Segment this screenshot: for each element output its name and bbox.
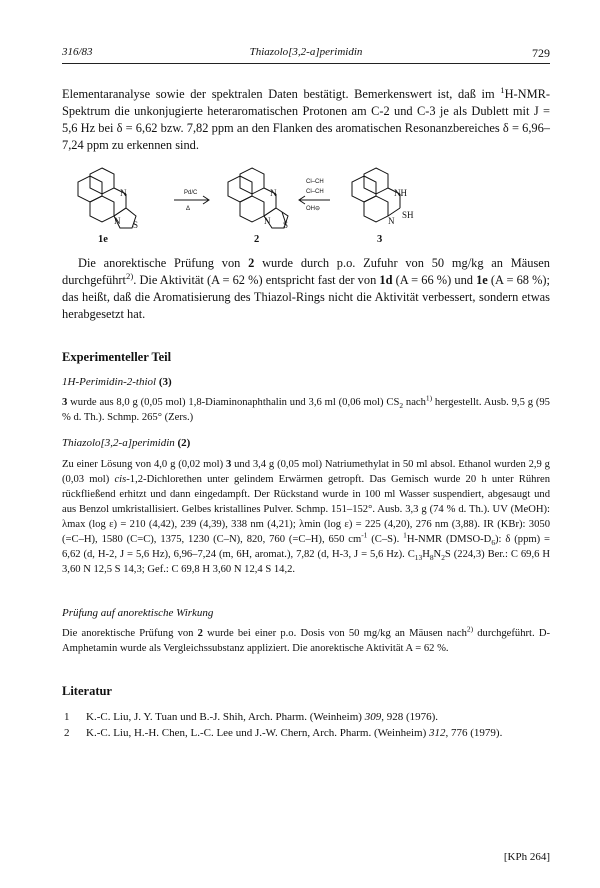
reference-list [62, 710, 550, 742]
reference-item-1: 1 K.-C. Liu, J. Y. Tuan und B.-J. Shih, Arch. Pharm. (Weinheim) 309, 928 (1976). [64, 711, 439, 723]
structure-2 [228, 168, 288, 228]
literature-heading: Literatur [62, 684, 112, 698]
atom-s-2: S [283, 220, 289, 230]
header-rule [62, 63, 550, 64]
label-2: 2 [254, 234, 260, 245]
atom-sh-3: SH [402, 210, 414, 220]
structure-1e [78, 168, 139, 230]
running-header [62, 46, 550, 62]
structure-3 [352, 168, 400, 222]
reagent-clch-2: Cl–CH [306, 189, 324, 195]
reagent-oh: OH⊖ [306, 206, 321, 212]
atom-s-1e: S [133, 220, 139, 230]
atom-nh-3: NH [394, 188, 407, 198]
footer-code: [KPh 264] [503, 851, 550, 863]
atom-n-1e: N [120, 188, 127, 198]
reference-item-2: 2 K.-C. Liu, H.-H. Chen, L.-C. Lee und J.-W. Chern, Arch. Pharm. (Weinheim) 312, 776 (1979). [64, 727, 503, 739]
anorectic-test-text: Die anorektische Prüfung von 2 wurde bei einer p.o. Dosis von 50 mg/kg an Mäusen nach$^{2)}$ durchgeführt. D-Amphetamin wurde als Vergleichssubstanz appliziert. Die anorektische Aktivität A = 62 %. [62, 624, 551, 654]
atom-n2-1e: N [114, 216, 121, 226]
atom-n2-2: N [264, 216, 271, 226]
reaction-scheme [62, 166, 550, 246]
label-1e: 1e [98, 234, 108, 245]
subheading-thiazoloperimidin: Thiazolo[3,2-a]perimidin (2) [62, 437, 191, 449]
reagent-pdc: Pd/C [184, 190, 198, 196]
scheme-drawing [62, 166, 550, 246]
subheading-perimidin-thiol: 1H-Perimidin-2-thiol (3) [62, 376, 172, 388]
label-3: 3 [377, 234, 383, 245]
subheading-anorektische-wirkung: Prüfung auf anorektische Wirkung [62, 607, 214, 619]
page-number: 729 [532, 46, 550, 60]
reagent-heat: Δ [186, 206, 191, 212]
experiment-3-text: 3 wurde aus 8,0 g (0,05 mol) 1,8-Diaminonaphthalin und 3,6 ml (0,06 mol) $CS_2$ nach$^{1)}$ hergestellt. Ausb. 9,5 g (95 % d. Th.). Schmp. 265° (Zers.) [62, 393, 550, 423]
reagent-clch-1: Cl–CH [306, 179, 324, 185]
experimental-heading: Experimenteller Teil [62, 350, 172, 364]
header-title: Thiazolo[3,2-a]perimidin [249, 46, 363, 58]
header-left: 316/83 [62, 46, 93, 58]
intro-paragraph: Elementaranalyse sowie der spektralen Daten bestätigt. Bemerkenswert ist, daß im $^1$H-NMR-Spektrum die unkonjugierte heteraromatischen Protonen am C-2 und C-3 je als Dublett mit J = 5,6 Hz bei δ = 6,62 bzw. 7,82 ppm an den Flanken des aromatischen Resonanzbereiches δ = 6,96–7,24 ppm zu erkennen sind. [62, 84, 550, 152]
atom-n-3: N [388, 216, 395, 226]
experiment-2-text: Zu einer Lösung von 4,0 g (0,02 mol) 3 und 3,4 g (0,05 mol) Natriumethylat in 50 ml absol. Ethanol wurden 2,9 g (0,03 mol) cis-1,2-Dichlorethen unter gelindem Erwärmen getropft. Das Gemisch wurde 20 h unter Rühren rückfließend erhitzt und dann eingedampft. Der Rückstand wurde in 100 ml Wasser suspendiert, abgesaugt und aus Benzol umkristallisiert. Gelbes kristallines Pulver. Schmp. 151–152°. Ausb. 3,3 g (74 % d. Th.). UV (MeOH): λmax (log ε) = 210 (4,42), 239 (4,39), 338 nm (4,21); λmin (log ε) = 225 (4,20), 276 nm (3,88). IR (KBr): 3050 (=C–H), 1580 (C=C), 1375, 1230 (C–N), 820, 760 (=C–H), 650 $cm^{-1}$ (C–S). $^1$H-NMR $(DMSO-D_6)$: δ (ppm) = 6,62 (d, H-2, J = 5,6 Hz), 6,96–7,24 (m, 6H, aromat.), 7,82 (d, H-3, J = 5,6 Hz). $C_{13}H_8N_2S$ (224,3) Ber.: C 69,6 H 3,60 N 12,5 S 14,3; Gef.: C 69,8 H 3,60 N 12,4 S 14,2. [62, 459, 551, 575]
atom-n-2: N [270, 188, 277, 198]
activity-paragraph: Die anorektische Prüfung von 2 wurde durch p.o. Zufuhr von 50 mg/kg an Mäusen durchgeführt$^{2)}$. Die Aktivität (A = 62 %) entspricht fast der von 1d (A = 66 %) und 1e (A = 68 %); das heißt, daß die Aromatisierung des Thiazol-Rings nicht die Aktivität verbessert, sondern etwas herabgesetzt hat. [62, 256, 550, 321]
